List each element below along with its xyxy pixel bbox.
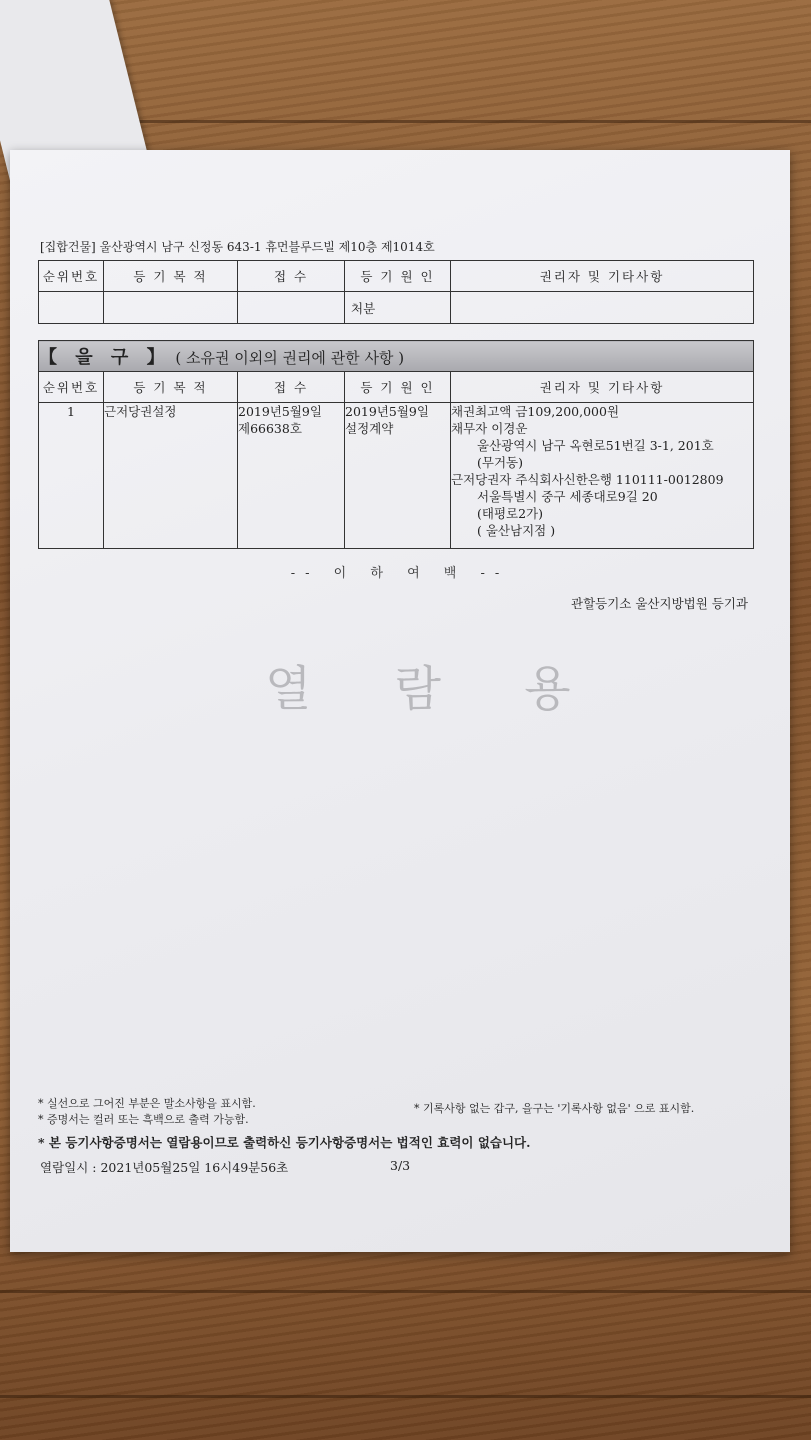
col-rank: 순위번호 bbox=[39, 372, 104, 403]
mortgagee: 근저당권자 주식회사신한은행 110111-0012809 bbox=[451, 472, 724, 487]
wood-seam bbox=[0, 1395, 811, 1398]
wood-seam bbox=[0, 1290, 811, 1293]
col-cause: 등 기 원 인 bbox=[345, 372, 451, 403]
mortgagee-address-2: (태평로2가) bbox=[477, 506, 544, 521]
debtor-address-2: (무거동) bbox=[477, 455, 523, 470]
col-receipt: 접 수 bbox=[238, 372, 345, 403]
col-receipt: 접 수 bbox=[238, 261, 345, 292]
building-address: [집합건물] 울산광역시 남구 신정동 643-1 휴먼블루드빌 제10층 제1014호 bbox=[40, 240, 435, 254]
col-rank: 순위번호 bbox=[39, 261, 104, 292]
col-purpose: 등 기 목 적 bbox=[104, 372, 238, 403]
col-details: 권리자 및 기타사항 bbox=[451, 372, 754, 403]
register-document bbox=[10, 150, 790, 1252]
debtor-address: 울산광역시 남구 옥현로51번길 3-1, 201호 bbox=[477, 438, 714, 453]
previous-section-table bbox=[38, 260, 754, 324]
rank-cell: 1 bbox=[39, 403, 104, 549]
cause-text: 설정계약 bbox=[345, 421, 394, 436]
max-claim: 채권최고액 금109,200,000원 bbox=[451, 404, 620, 419]
details-cell bbox=[451, 403, 754, 549]
mortgagee-branch: ( 울산남지점 ) bbox=[477, 523, 556, 538]
receipt-date: 2019년5월9일 bbox=[238, 404, 322, 419]
viewing-watermark: 열 람 용 bbox=[265, 661, 605, 717]
receipt-number: 제66638호 bbox=[238, 421, 302, 436]
receipt-cell bbox=[238, 403, 345, 549]
col-details: 권리자 및 기타사항 bbox=[451, 261, 754, 292]
table-row bbox=[39, 403, 754, 549]
purpose-cell: 근저당권설정 bbox=[104, 403, 238, 549]
section-title-main: 【 을 구 】 bbox=[39, 347, 171, 368]
section-title bbox=[39, 341, 754, 372]
note-print: * 증명서는 컬러 또는 흑백으로 출력 가능함. bbox=[38, 1113, 249, 1126]
mortgagee-address: 서울특별시 중구 세종대로9길 20 bbox=[477, 489, 658, 504]
debtor: 채무자 이경운 bbox=[451, 421, 528, 436]
eulgu-table bbox=[38, 340, 754, 549]
cause-date: 2019년5월9일 bbox=[345, 404, 429, 419]
section-title-sub: ( 소유권 이외의 권리에 관한 사항 ) bbox=[175, 349, 405, 367]
note-strikethrough: * 실선으로 그어진 부분은 말소사항을 표시함. bbox=[38, 1097, 256, 1110]
col-purpose: 등 기 목 적 bbox=[104, 261, 238, 292]
viewed-datetime: 열람일시 : 2021년05월25일 16시49분56초 bbox=[40, 1160, 289, 1175]
end-of-record: -- 이 하 여 백 -- bbox=[290, 566, 510, 581]
registry-office: 관할등기소 울산지방법원 등기과 bbox=[571, 596, 748, 611]
cause-cell: 처분 bbox=[345, 292, 451, 324]
cause-cell bbox=[345, 403, 451, 549]
note-no-record: * 기록사항 없는 갑구, 을구는 '기록사항 없음' 으로 표시함. bbox=[414, 1102, 695, 1115]
page-number: 3/3 bbox=[390, 1158, 411, 1173]
col-cause: 등 기 원 인 bbox=[345, 261, 451, 292]
note-legal-effect: * 본 등기사항증명서는 열람용이므로 출력하신 등기사항증명서는 법적인 효력이 없습니다. bbox=[38, 1135, 531, 1150]
